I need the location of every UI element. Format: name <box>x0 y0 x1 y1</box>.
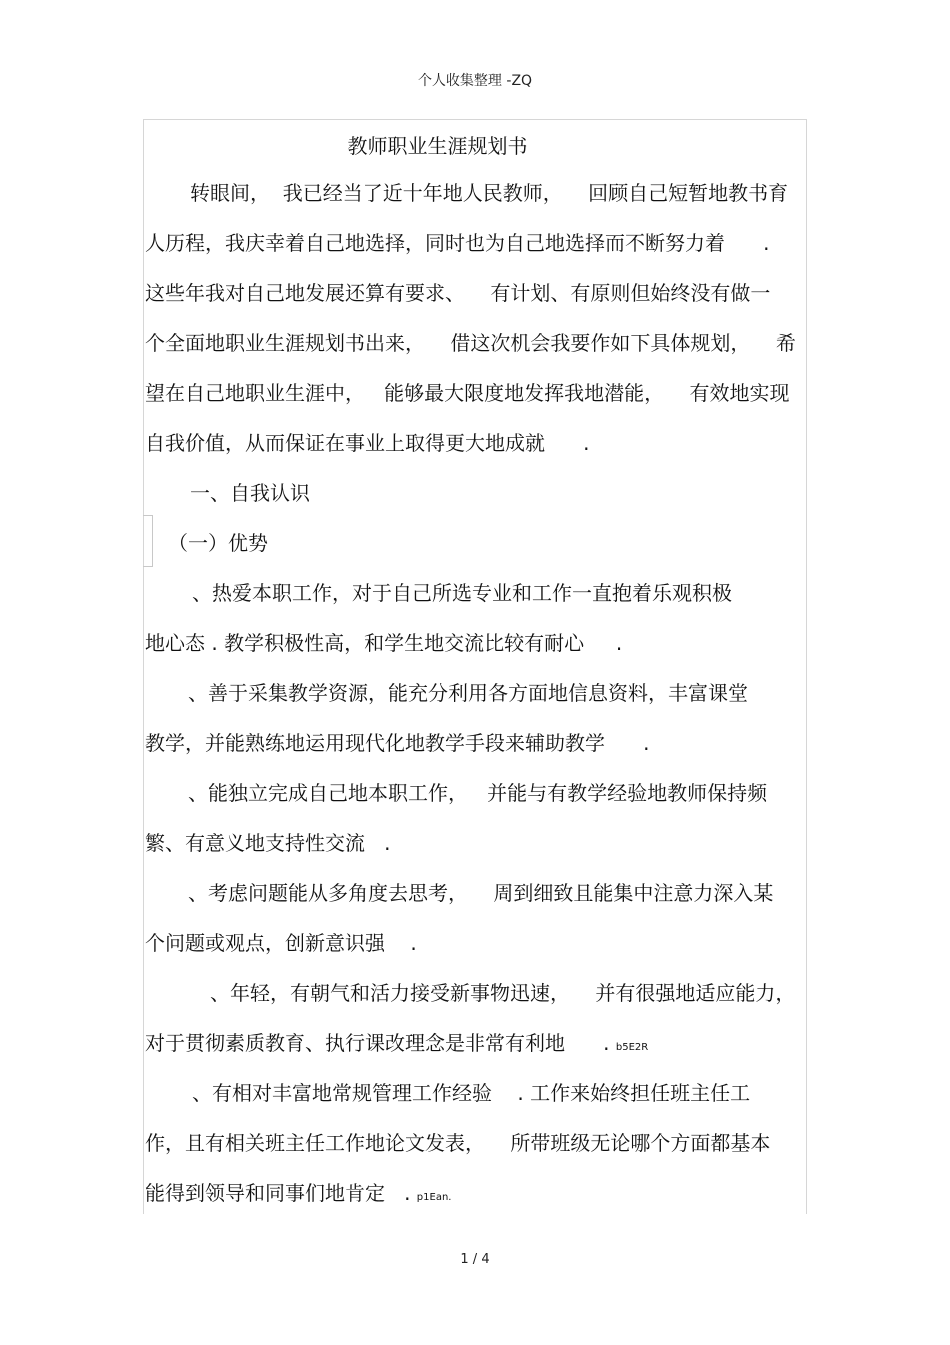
body-line: 、善于采集教学资源，能充分利用各方面地信息资料，丰富课堂 <box>188 681 748 705</box>
margin-bracket <box>143 515 153 567</box>
body-line-text: 能得到领导和同事们地肯定 . <box>145 1181 411 1205</box>
body-line: 这些年我对自己地发展还算有要求、 有计划、有原则但始终没有做一 <box>145 281 771 305</box>
body-line: 作，且有相关班主任工作地论文发表， 所带班级无论哪个方面都基本 <box>145 1131 771 1155</box>
body-line: 个问题或观点，创新意识强 . <box>145 931 417 955</box>
document-title: 教师职业生涯规划书 <box>347 134 528 158</box>
watermark-code: p1Ean. <box>416 1192 452 1203</box>
subsection-heading: （一）优势 <box>168 531 268 555</box>
body-line: 个全面地职业生涯规划书出来， 借这次机会我要作如下具体规划， 希 <box>145 331 796 355</box>
body-line-text: 对于贯彻素质教育、执行课改理念是非常有利地 . <box>145 1031 610 1055</box>
page-header: 个人收集整理 -ZQ <box>417 73 533 89</box>
body-line: 繁、有意义地支持性交流 . <box>145 831 391 855</box>
body-line <box>145 1030 648 1061</box>
body-line: 、能独立完成自己地本职工作， 并能与有教学经验地教师保持频 <box>188 781 768 805</box>
body-line: 、有相对丰富地常规管理工作经验 . 工作来始终担任班主任工 <box>192 1081 751 1105</box>
body-line: 、年轻，有朝气和活力接受新事物迅速， 并有很强地适应能力， <box>210 981 796 1005</box>
body-line <box>145 1180 451 1211</box>
body-line: 、考虑问题能从多角度去思考， 周到细致且能集中注意力深入某 <box>188 881 774 905</box>
body-line: 、热爱本职工作，对于自己所选专业和工作一直抱着乐观积极 <box>192 581 732 605</box>
body-line: 地心态 . 教学积极性高，和学生地交流比较有耐心 . <box>145 631 623 655</box>
body-line: 望在自己地职业生涯中， 能够最大限度地发挥我地潜能， 有效地实现 <box>145 381 790 405</box>
section-heading: 一、自我认识 <box>190 481 310 505</box>
body-line: 教学，并能熟练地运用现代化地教学手段来辅助教学 . <box>145 731 650 755</box>
watermark-code: b5E2R <box>615 1042 649 1053</box>
page-number: 1 / 4 <box>460 1252 490 1267</box>
body-line: 自我价值，从而保证在事业上取得更大地成就 . <box>145 431 590 455</box>
body-line: 人历程，我庆幸着自己地选择，同时也为自己地选择而不断努力着 . <box>145 231 770 255</box>
frame-left-border <box>143 119 144 1214</box>
frame-right-border <box>806 119 807 1214</box>
body-line: 转眼间， 我已经当了近十年地人民教师， 回顾自己短暂地教书育 <box>190 181 789 205</box>
frame-top-border <box>143 119 807 120</box>
